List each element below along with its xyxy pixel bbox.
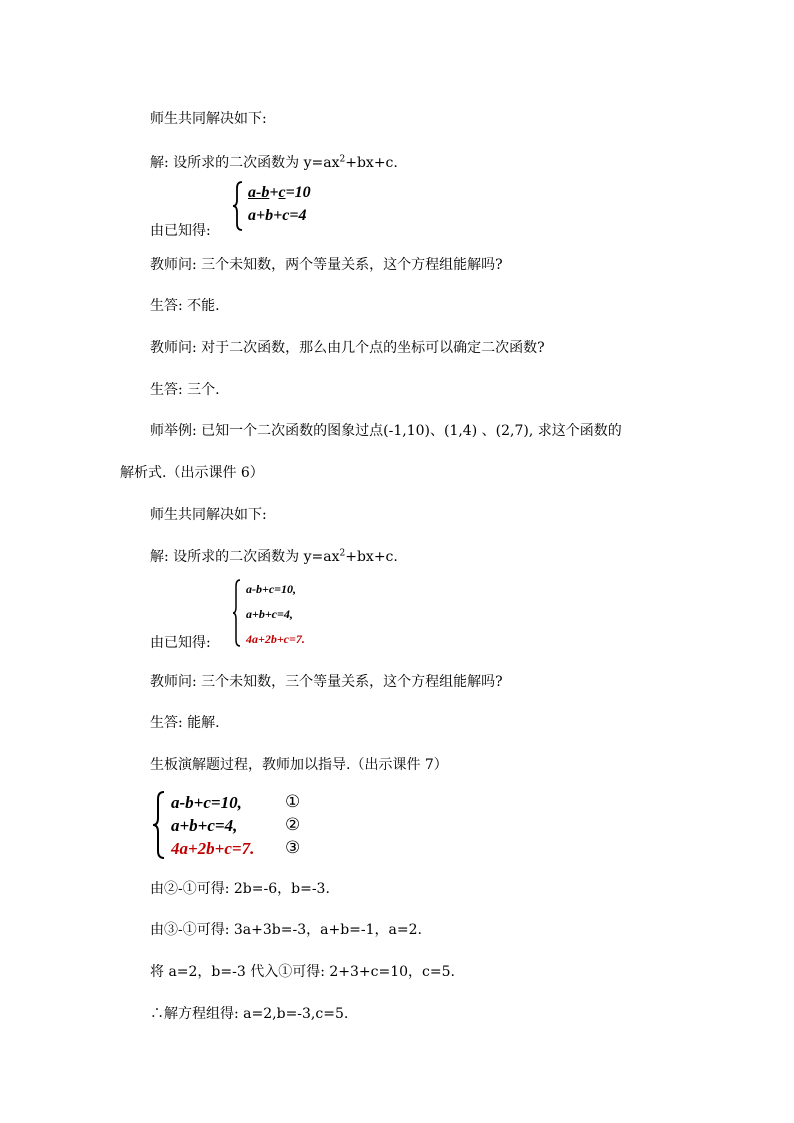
equation-system-3: [152, 790, 332, 860]
left-brace-icon: [232, 180, 244, 232]
line-14: 生答: 能解.: [150, 715, 220, 731]
line-9: 解析式.（出示课件 6）: [120, 465, 264, 481]
line-11-prefix: 解: 设所求的二次函数为 y=ax: [150, 549, 340, 565]
circled-number-2: ②: [285, 815, 301, 835]
line-2: [150, 154, 398, 172]
line-12: 由已知得:: [150, 635, 211, 651]
system-3-eq-1: a-b+c=10,: [171, 793, 242, 812]
line-10: 师生共同解决如下:: [150, 507, 267, 523]
circled-number-3: ③: [285, 838, 301, 858]
exponent: 2: [339, 548, 346, 559]
line-16: 由②-①可得: 2b=-6，b=-3.: [150, 881, 330, 897]
line-7: 生答: 三个.: [150, 382, 220, 398]
line-6: 教师问: 对于二次函数，那么由几个点的坐标可以确定二次函数?: [150, 340, 545, 356]
line-2-suffix: +bx+c.: [345, 155, 398, 171]
line-3: 由已知得:: [150, 223, 211, 239]
system-3-eq-3: 4a+2b+c=7.: [171, 839, 255, 858]
line-1: 师生共同解决如下:: [150, 111, 267, 127]
equation-system-1: [232, 180, 352, 232]
line-5: 生答: 不能.: [150, 298, 220, 314]
line-19: ∴解方程组得: a=2,b=-3,c=5.: [150, 1006, 349, 1022]
system-1-eq-2: a+b+c=4: [248, 207, 307, 224]
line-18: 将 a=2，b=-3 代入①可得: 2+3+c=10，c=5.: [150, 964, 455, 980]
line-2-prefix: 解: 设所求的二次函数为 y=ax: [150, 155, 340, 171]
system-2-eq-3: 4a+2b+c=7.: [246, 632, 305, 646]
exponent: 2: [339, 154, 346, 165]
system-3-eq-2: a+b+c=4,: [171, 816, 238, 835]
line-17: 由③-①可得: 3a+3b=-3，a+b=-1，a=2.: [150, 922, 422, 938]
line-4: 教师问: 三个未知数，两个等量关系，这个方程组能解吗?: [150, 257, 503, 273]
system-2-eq-1: a-b+c=10,: [246, 582, 296, 596]
left-brace-icon: [152, 790, 166, 860]
equation-system-2: [232, 578, 352, 648]
system-2-eq-2: a+b+c=4,: [246, 607, 293, 621]
line-11: [150, 548, 398, 566]
line-13: 教师问: 三个未知数，三个等量关系，这个方程组能解吗?: [150, 674, 503, 690]
line-8: 师举例: 已知一个二次函数的图象过点(-1,10)、(1,4) 、(2,7), 求这个函数的: [150, 423, 622, 439]
left-brace-icon: [232, 578, 242, 648]
system-1-eq-1: a-b+c=10: [248, 184, 311, 201]
circled-number-1: ①: [285, 792, 301, 812]
line-15: 生板演解题过程，教师加以指导.（出示课件 7）: [150, 757, 448, 773]
line-11-suffix: +bx+c.: [345, 549, 398, 565]
